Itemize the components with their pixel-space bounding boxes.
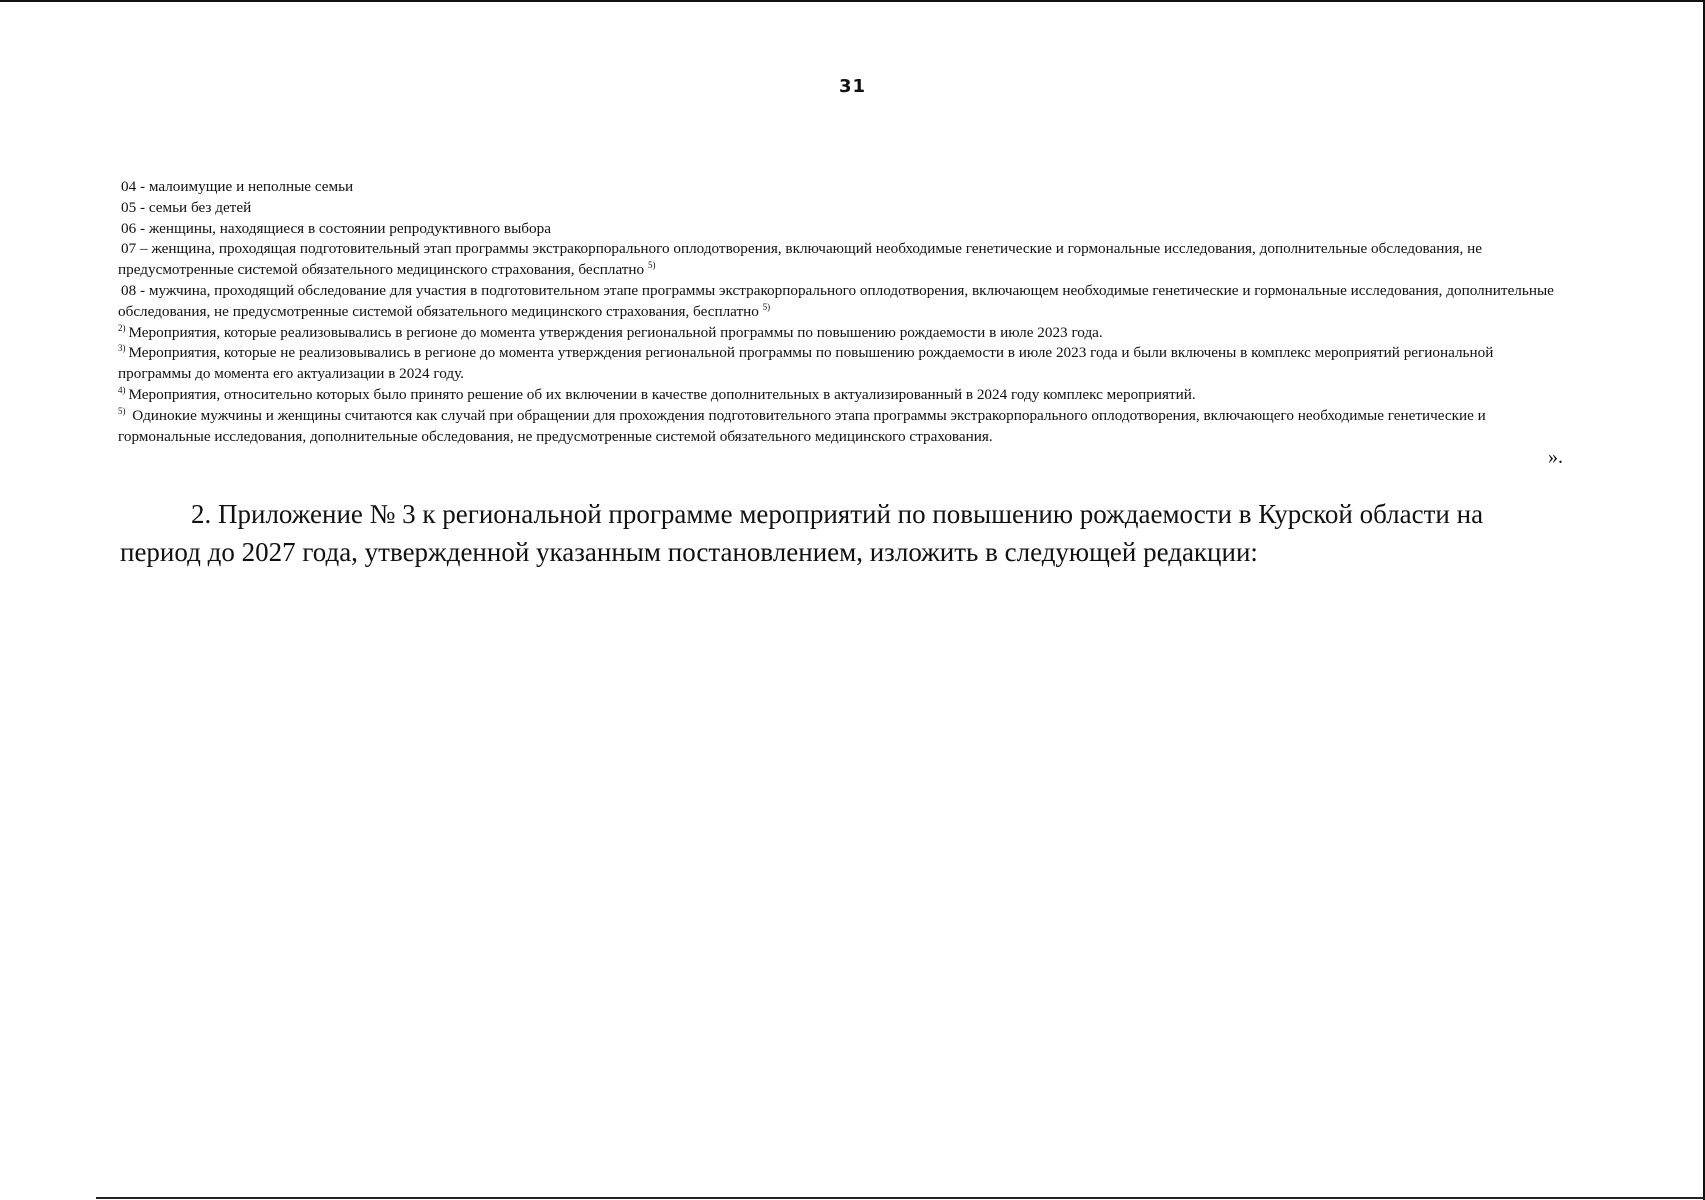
footnote-marker: 2) [118,322,126,333]
amendment-paragraph [120,496,1570,571]
footnote-item [118,177,1568,198]
closing-quote: ». [1548,446,1563,468]
footnote-item [118,406,1568,448]
page-number: 31 [838,76,867,97]
footnotes-list [118,177,1568,447]
footnote-text: 08 - мужчина, проходящий обследование для участия в подготовительном этапе программы экстракорпорального оплодотворения, включающем необходимые генетические и гормональные исследования, дополнительные обследования, не предусмотренные системой обязательного медицинского страхования, бесплатно [118,281,1554,320]
footnote-text: Одинокие мужчины и женщины считаются как случай при обращении для прохождения подготовительного этапа программы экстракорпорального оплодотворения, включающего необходимые генетические и гормональные исследования, дополнительные обследования, не предусмотренные системой обязательного медицинского страхования. [118,406,1486,445]
footnote-item [118,343,1568,385]
footnote-marker: 4) [118,384,126,395]
footnote-marker: 3) [118,343,126,354]
footnote-item [118,281,1568,323]
footnote-text: 07 – женщина, проходящая подготовительный этап программы экстракорпорального оплодотворения, включающий необходимые генетические и гормональные исследования, дополнительные обследования, не предусмотренные системой обязательного медицинского страхования, бесплатно [118,240,1482,279]
footnote-item [118,198,1568,219]
footnote-text: 04 - малоимущие и неполные семьи [121,178,354,195]
footnote-text: Мероприятия, относительно которых было принято решение об их включении в качестве дополнительных в актуализированный в 2024 году комплекс мероприятий. [128,385,1196,403]
footnote-marker: 5) [118,405,126,416]
scan-bottom-border [96,1197,1705,1199]
footnote-text: 06 - женщины, находящиеся в состоянии репродуктивного выбора [121,219,551,237]
footnote-ref: 5) [647,260,656,271]
scan-top-border [0,0,1705,2]
footnote-item [118,219,1568,240]
footnote-item [118,323,1568,344]
footnote-text: Мероприятия, которые реализовывались в регионе до момента утверждения региональной программы по повышению рождаемости в июле 2023 года. [128,323,1103,341]
footnote-text: Мероприятия, которые не реализовывались в регионе до момента утверждения региональной программы по повышению рождаемости в июле 2023 года и были включены в комплекс мероприятий региональной программы до момента его актуализации в 2024 году. [118,344,1494,383]
footnote-item [118,385,1568,406]
footnote-ref: 5) [762,301,771,312]
footnote-text: 05 - семьи без детей [121,198,252,216]
amendment-text: 2. Приложение № 3 к региональной программе мероприятий по повышению рождаемости в Курской области на период до 2027 года, утвержденной указанным постановлением, изложить в следующей редакции: [120,499,1484,567]
footnote-item [118,239,1568,281]
